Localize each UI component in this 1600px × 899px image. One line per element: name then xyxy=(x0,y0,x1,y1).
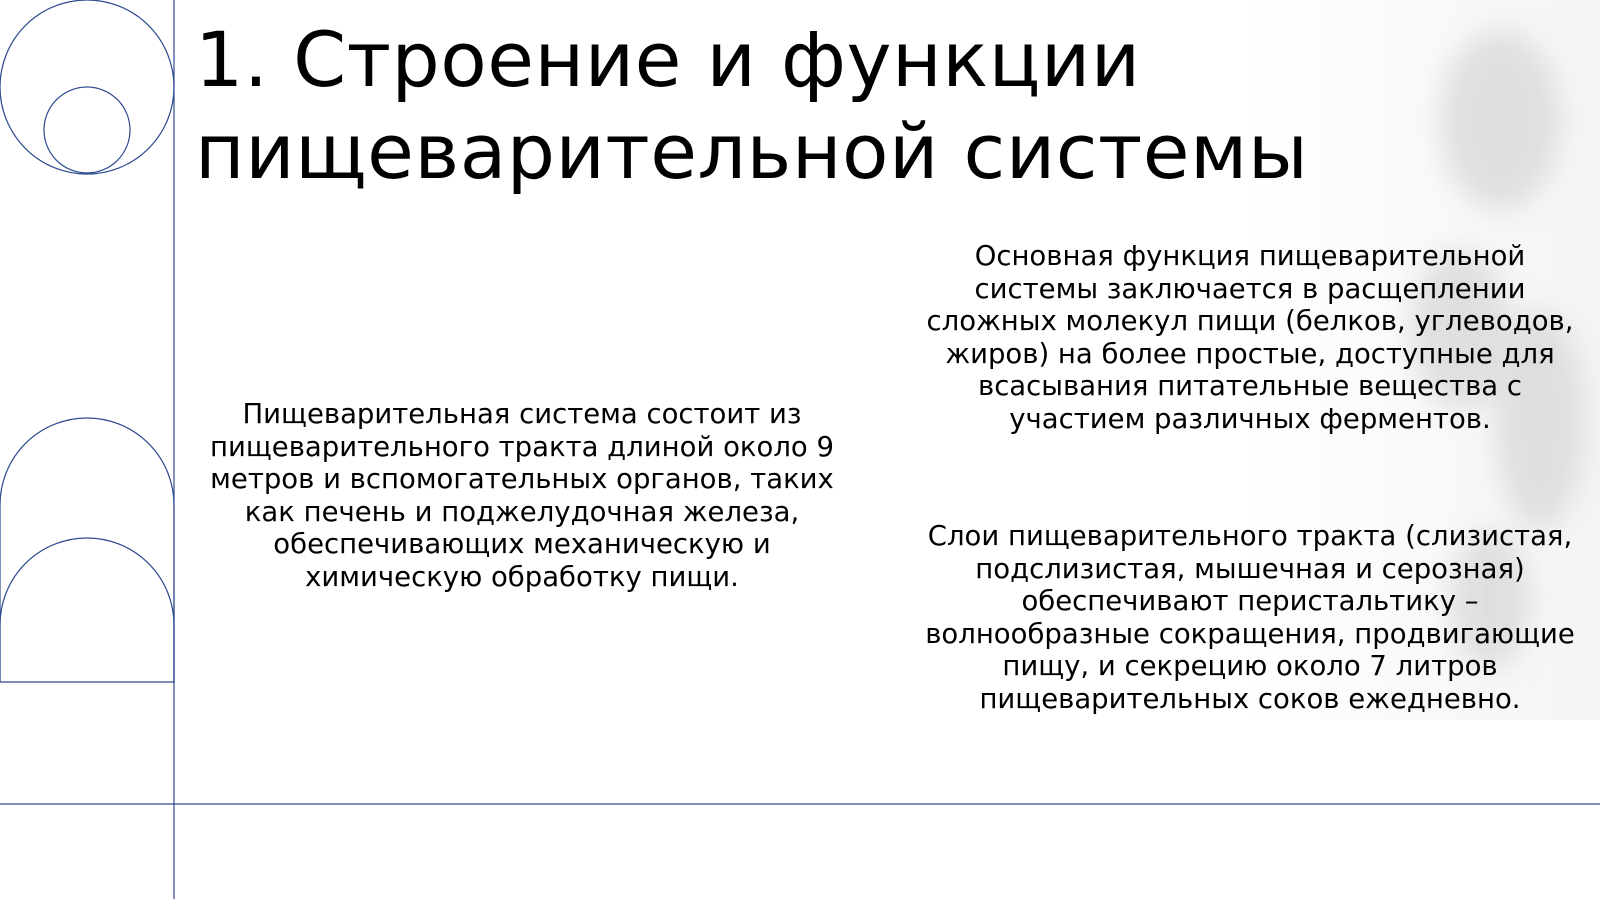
title-line-1: 1. Строение и функции xyxy=(195,15,1141,104)
layers-paragraph: Слои пищеварительного тракта (слизистая, подслизистая, мышечная и серозная) обеспечивают перистальтику – волнообразные сокращения, продвигающие пищу, и секрецию около 7 литров пищеварительных соков ежедневно. xyxy=(925,520,1575,715)
inner-arch-decoration xyxy=(0,538,174,682)
small-circle-decoration xyxy=(44,87,130,173)
slide-title xyxy=(195,14,1575,198)
function-paragraph: Основная функция пищеварительной системы заключается в расщеплении сложных молекул пищи (белков, углеводов, жиров) на более простые, доступные для всасывания питательные вещества с участием различных ферментов. xyxy=(926,240,1574,435)
outer-arch-decoration xyxy=(0,418,174,682)
structure-paragraph: Пищеварительная система состоит из пищеварительного тракта длиной около 9 метров и вспомогательных органов, таких как печень и поджелудочная железа, обеспечивающих механическую и химическую обработку пищи. xyxy=(210,398,834,593)
title-line-2: пищеварительной системы xyxy=(195,107,1309,196)
